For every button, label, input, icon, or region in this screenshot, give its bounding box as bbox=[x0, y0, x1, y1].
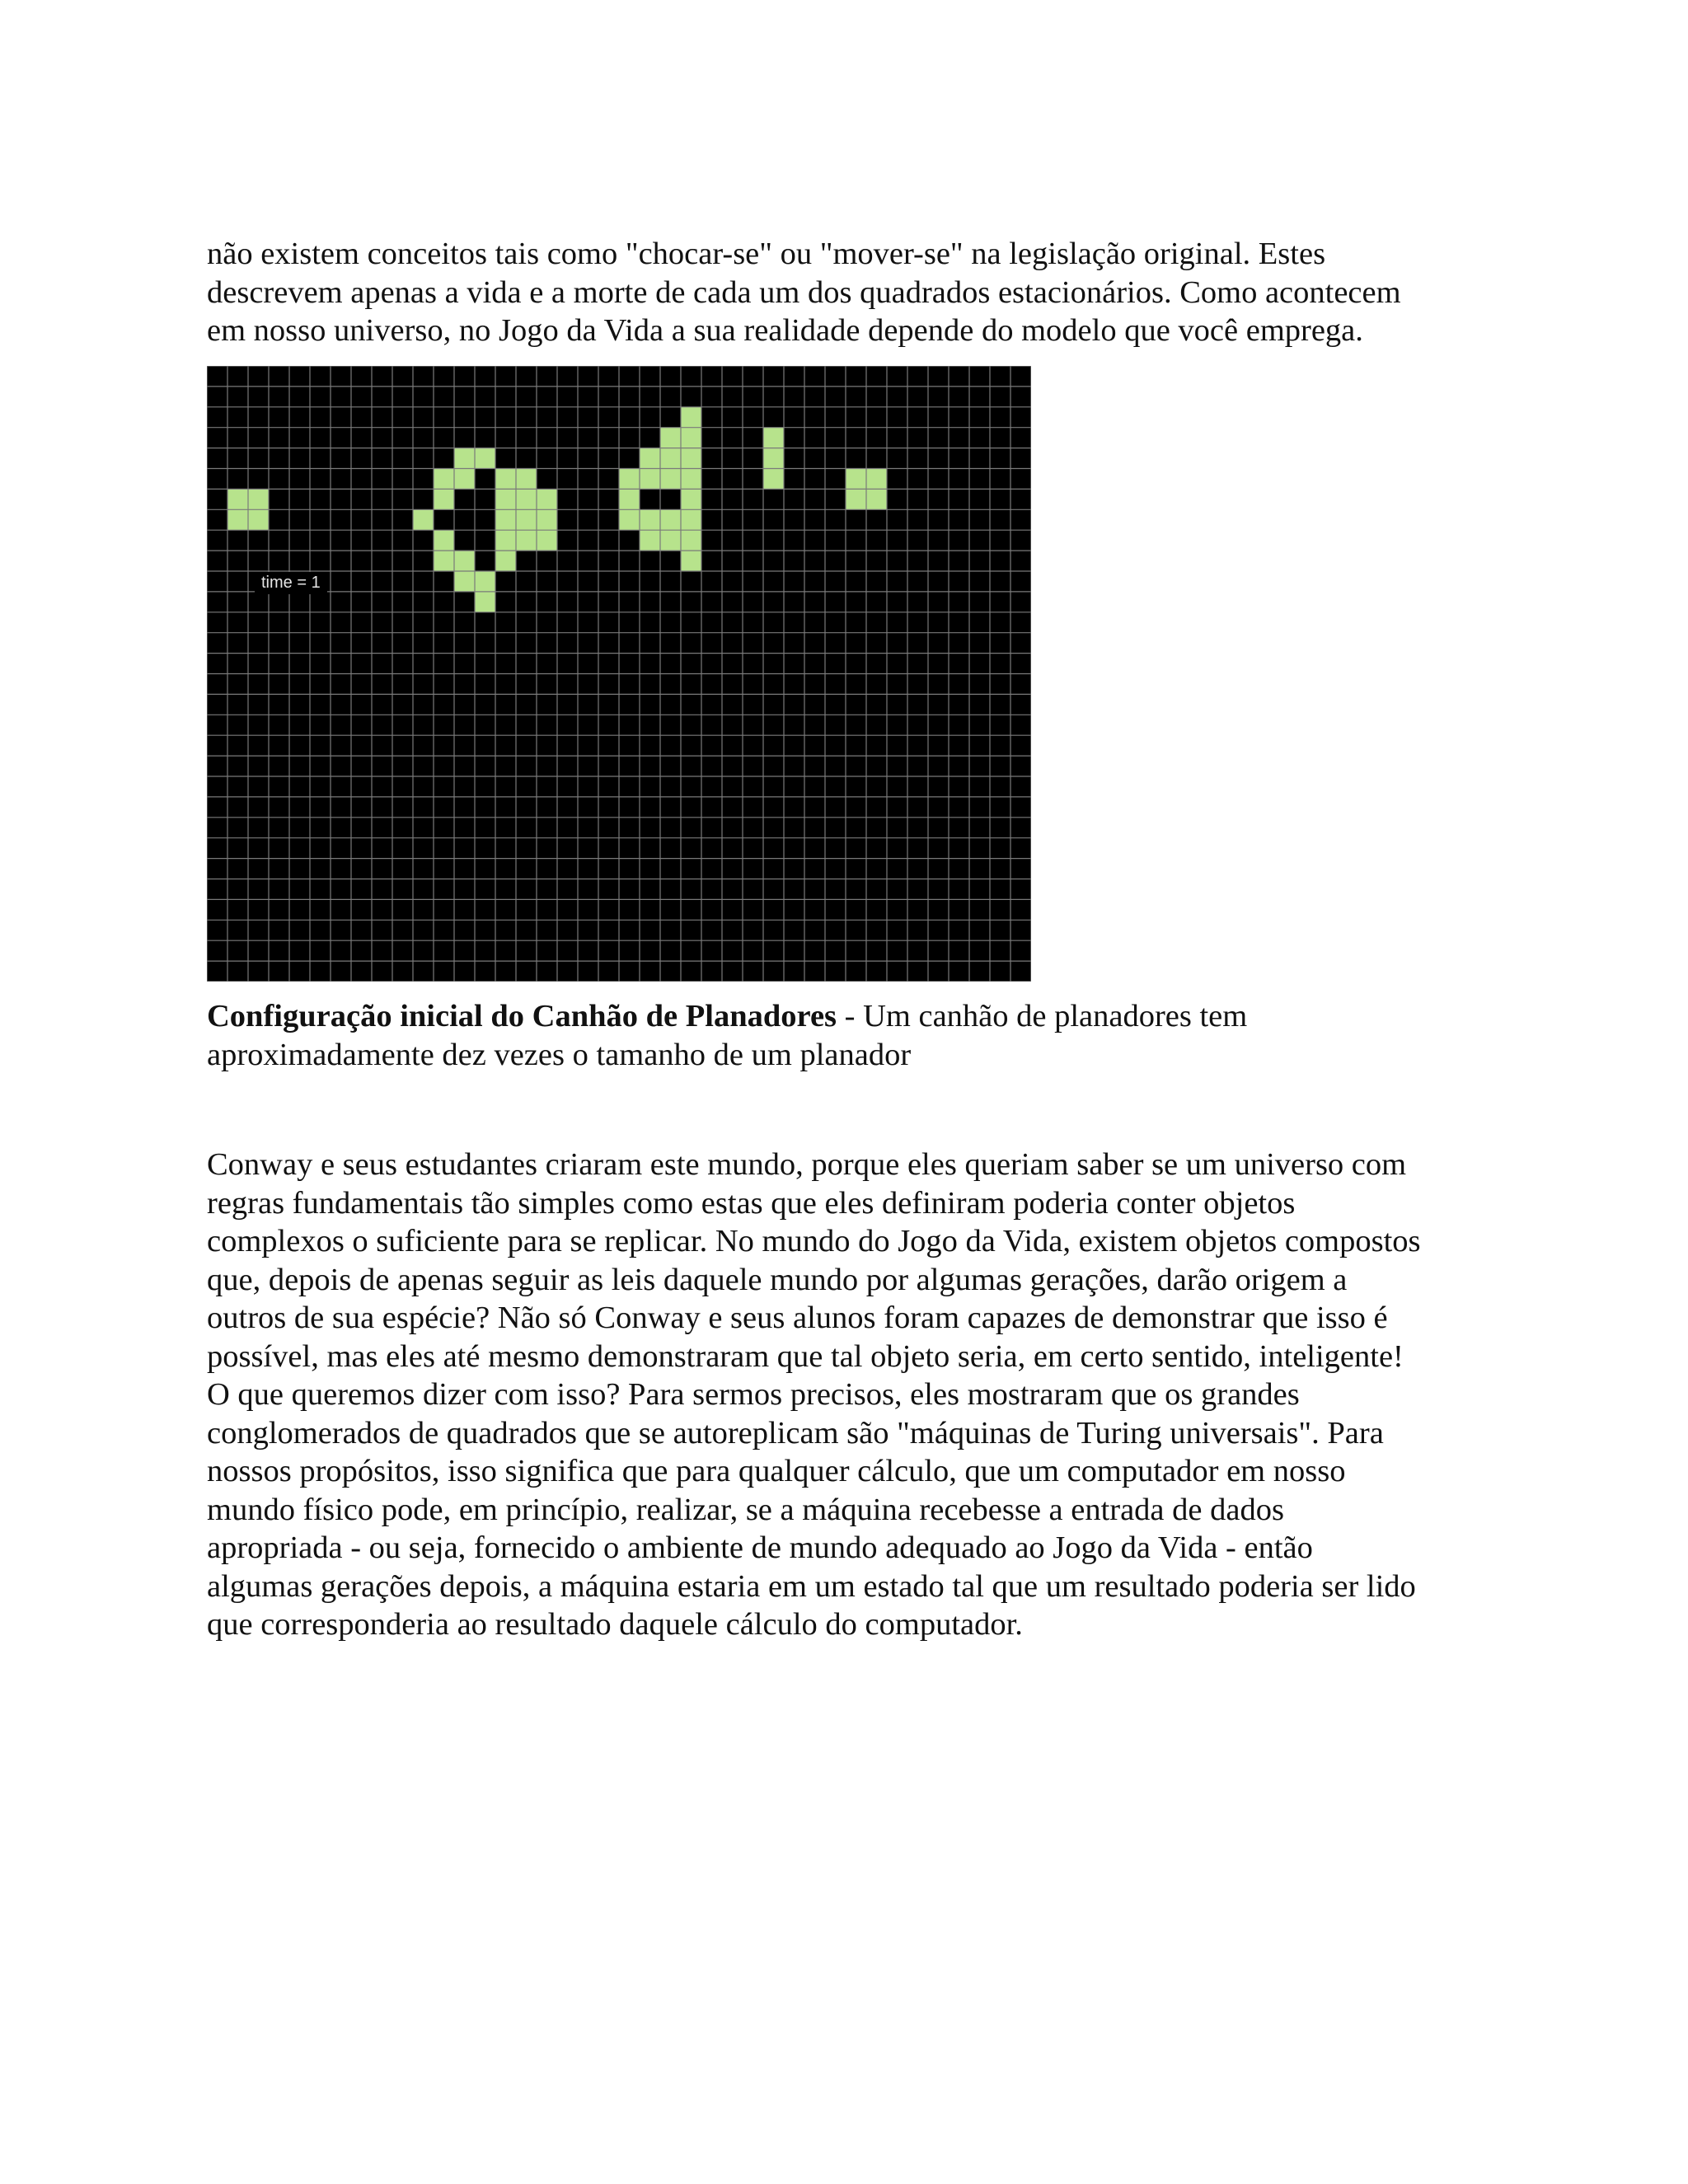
live-cell bbox=[537, 489, 557, 509]
body-line: que corresponderia ao resultado daquele cálculo do computador. bbox=[207, 1607, 1023, 1642]
body-line: nossos propósitos, isso significa que para qualquer cálculo, que um computador em nosso bbox=[207, 1454, 1346, 1488]
body-line: apropriada - ou seja, fornecido o ambiente de mundo adequado ao Jogo da Vida - então bbox=[207, 1530, 1313, 1565]
body-line: mundo físico pode, em princípio, realizar, se a máquina recebesse a entrada de dados bbox=[207, 1492, 1284, 1527]
live-cell bbox=[227, 509, 248, 530]
body-line: possível, mas eles até mesmo demonstraram que tal objeto seria, em certo sentido, inteligente! bbox=[207, 1338, 1404, 1374]
live-cell bbox=[434, 489, 454, 509]
body-line: Conway e seus estudantes criaram este mundo, porque eles queriam saber se um universo com bbox=[207, 1147, 1407, 1182]
live-cell bbox=[640, 448, 660, 469]
body-line: regras fundamentais tão simples como estas que eles definiram poderia conter objetos bbox=[207, 1185, 1296, 1221]
body-line: conglomerados de quadrados que se autoreplicam são "máquinas de Turing universais". Para bbox=[207, 1415, 1384, 1451]
live-cell bbox=[475, 592, 495, 612]
time-label: time = 1 bbox=[255, 572, 327, 594]
live-cell bbox=[434, 469, 454, 490]
live-cell bbox=[454, 571, 475, 592]
live-cell bbox=[434, 530, 454, 551]
live-cell bbox=[640, 530, 660, 551]
live-cell bbox=[248, 509, 269, 530]
live-cell bbox=[537, 530, 557, 551]
live-cell bbox=[660, 469, 681, 490]
live-cell bbox=[454, 448, 475, 469]
live-cell bbox=[227, 489, 248, 509]
live-cell bbox=[640, 509, 660, 530]
live-cell bbox=[516, 469, 537, 490]
intro-paragraph bbox=[207, 235, 1493, 350]
caption-line bbox=[207, 997, 1493, 1036]
live-cell bbox=[681, 509, 701, 530]
live-cell bbox=[619, 489, 640, 509]
live-cell bbox=[763, 469, 784, 490]
live-cell bbox=[660, 448, 681, 469]
live-cell bbox=[495, 489, 516, 509]
live-cell bbox=[516, 509, 537, 530]
live-cell bbox=[495, 530, 516, 551]
live-cell bbox=[537, 509, 557, 530]
figure-caption bbox=[207, 997, 1493, 1074]
live-cell bbox=[475, 448, 495, 469]
live-cell bbox=[640, 469, 660, 490]
intro-line: não existem conceitos tais como "chocar-se" ou "mover-se" na legislação original. Estes bbox=[207, 237, 1326, 271]
game-of-life-grid bbox=[207, 366, 1031, 982]
live-cell bbox=[681, 469, 701, 490]
caption-text: - Um canhão de planadores tem bbox=[837, 999, 1248, 1033]
body-line: que, depois de apenas seguir as leis daquele mundo por algumas gerações, darão origem a bbox=[207, 1262, 1348, 1297]
live-cell bbox=[516, 489, 537, 509]
intro-line: em nosso universo, no Jogo da Vida a sua realidade depende do modelo que você emprega. bbox=[207, 313, 1363, 348]
body-line: outros de sua espécie? Não só Conway e seus alunos foram capazes de demonstrar que isso é bbox=[207, 1301, 1388, 1335]
live-cell bbox=[681, 551, 701, 571]
body-line: complexos o suficiente para se replicar. No mundo do Jogo da Vida, existem objetos compostos bbox=[207, 1224, 1421, 1258]
live-cell bbox=[846, 489, 866, 509]
body-paragraph bbox=[207, 1146, 1493, 1644]
live-cell bbox=[681, 448, 701, 469]
live-cell bbox=[619, 509, 640, 530]
game-of-life-figure bbox=[207, 366, 1031, 982]
live-cell bbox=[681, 428, 701, 448]
live-cell bbox=[660, 428, 681, 448]
live-cell bbox=[495, 551, 516, 571]
live-cell bbox=[866, 489, 887, 509]
live-cell bbox=[454, 551, 475, 571]
caption-line: aproximadamente dez vezes o tamanho de um planador bbox=[207, 1037, 912, 1072]
live-cell bbox=[866, 469, 887, 490]
live-cell bbox=[495, 469, 516, 490]
live-cell bbox=[248, 489, 269, 509]
live-cell bbox=[495, 509, 516, 530]
live-cell bbox=[475, 571, 495, 592]
live-cell bbox=[619, 469, 640, 490]
body-line: O que queremos dizer com isso? Para sermos precisos, eles mostraram que os grandes bbox=[207, 1377, 1300, 1412]
live-cell bbox=[846, 469, 866, 490]
live-cell bbox=[763, 428, 784, 448]
grid-lines bbox=[207, 366, 1031, 982]
body-line: algumas gerações depois, a máquina estaria em um estado tal que um resultado poderia ser lido bbox=[207, 1568, 1416, 1604]
live-cell bbox=[681, 530, 701, 551]
live-cell bbox=[434, 551, 454, 571]
intro-line: descrevem apenas a vida e a morte de cada um dos quadrados estacionários. Como acontecem bbox=[207, 274, 1401, 310]
live-cell bbox=[516, 530, 537, 551]
live-cell bbox=[660, 530, 681, 551]
live-cell bbox=[660, 509, 681, 530]
live-cell bbox=[763, 448, 784, 469]
caption-title: Configuração inicial do Canhão de Planadores bbox=[207, 999, 837, 1033]
live-cell bbox=[681, 407, 701, 428]
live-cell bbox=[681, 489, 701, 509]
live-cell bbox=[454, 469, 475, 490]
live-cell bbox=[413, 509, 434, 530]
